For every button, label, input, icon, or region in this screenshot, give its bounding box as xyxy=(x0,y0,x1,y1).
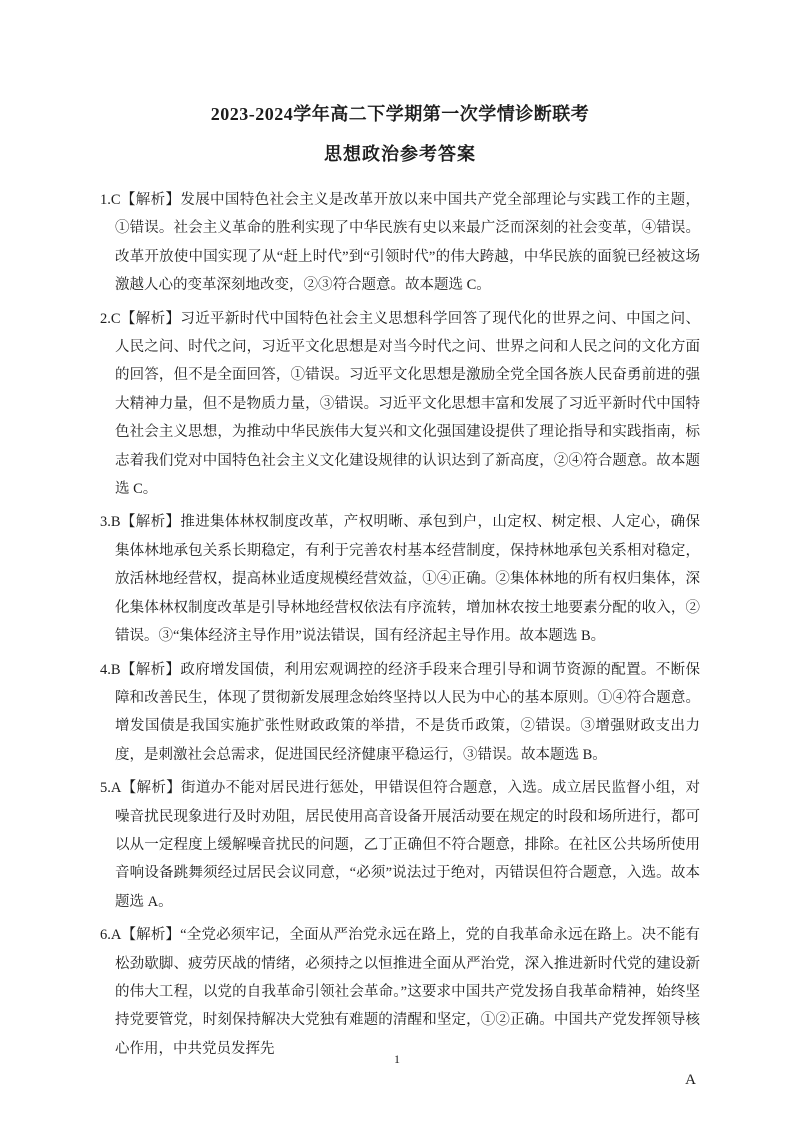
answer-item-6: 6.A【解析】“全党必须牢记，全面从严治党永远在路上，党的自我革命永远在路上。决不能有松劲歇脚、疲劳厌战的情绪，必须持之以恒推进全面从严治党，深入推进新时代党的建设新的伟大工程，以党的自我革命引领社会革命。”这要求中国共产党发扬自我革命精神，始终坚持党要管党，时刻保持解决大党独有难题的清醒和坚定，①②正确。中国共产党发挥领导核心作用，中共党员发挥先 xyxy=(100,927,700,1057)
document-content xyxy=(100,100,700,1068)
answer-item-4: 4.B【解析】政府增发国债，利用宏观调控的经济手段来合理引导和调节资源的配置。不断保障和改善民生，体现了贯彻新发展理念始终坚持以人民为中心的基本原则。①④符合题意。增发国债是我国实施扩张性财政政策的举措，不是货币政策，②错误。③增强财政支出力度，是刺激社会总需求，促进国民经济健康平稳运行，③错误。故本题选 B。 xyxy=(100,661,700,763)
page-number: 1 xyxy=(394,1052,400,1066)
answer-item-3: 3.B【解析】推进集体林权制度改革，产权明晰、承包到户，山定权、树定根、人定心，确保集体林地承包关系长期稳定，有利于完善农村基本经营制度，保持林地承包关系相对稳定，放活林地经营权，提高林业适度规模经营效益，①④正确。②集体林地的所有权归集体，深化集体林权制度改革是引导林地经营权依法有序流转，增加林农按土地要素分配的收入，②错误。③“集体经济主导作用”说法错误，国有经济起主导作用。故本题选 B。 xyxy=(100,514,700,645)
answers-section xyxy=(100,186,700,1063)
document-title: 2023-2024学年高二下学期第一次学情诊断联考 xyxy=(210,104,590,124)
answer-item-1: 1.C【解析】发展中国特色社会主义是改革开放以来中国共产党全部理论与实践工作的主题，①错误。社会主义革命的胜利实现了中华民族有史以来最广泛而深刻的社会变革，④错误。改革开放使中国实现了从“赶上时代”到“引领时代”的伟大跨越，中华民族的面貌已经被这场激越人心的变革深刻地改变，②③符合题意。故本题选 C。 xyxy=(100,192,700,294)
corner-letter: A xyxy=(685,1072,696,1088)
answer-item-5: 5.A【解析】街道办不能对居民进行惩处，甲错误但符合题意，入选。成立居民监督小组，对噪音扰民现象进行及时劝阻，居民使用高音设备开展活动要在规定的时段和场所进行，都可以从一定程度上缓解噪音扰民的问题，乙丁正确但不符合题意，排除。在社区公共场所使用音响设备跳舞须经过居民会议同意，“必须”说法过于绝对，丙错误但符合题意，入选。故本题选 A。 xyxy=(100,780,700,910)
answer-item-2: 2.C【解析】习近平新时代中国特色社会主义思想科学回答了现代化的世界之问、中国之问、人民之问、时代之问，习近平文化思想是对当今时代之问、世界之问和人民之问的文化方面的回答，但不是全面回答，①错误。习近平文化思想是激励全党全国各族人民奋勇前进的强大精神力量，但不是物质力量，③错误。习近平文化思想丰富和发展了习近平新时代中国特色社会主义思想，为推动中华民族伟大复兴和文化强国建设提供了理论指导和实践指南，标志着我们党对中国特色社会主义文化建设规律的认识达到了新高度，②④符合题意。故本题选 C。 xyxy=(100,310,700,498)
document-subtitle: 思想政治参考答案 xyxy=(324,144,476,164)
